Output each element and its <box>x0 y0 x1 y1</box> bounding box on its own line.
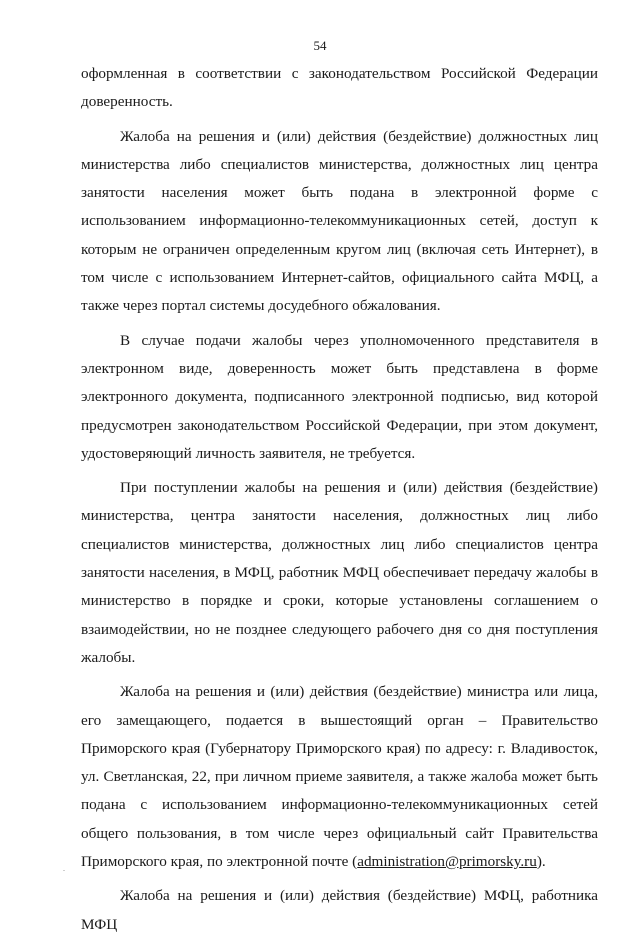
paragraph-minister-complaint <box>81 678 598 876</box>
email-link[interactable]: administration@primorsky.ru <box>357 853 537 871</box>
email-open-paren: ( <box>352 853 358 871</box>
page-number: 54 <box>313 38 327 53</box>
paragraph-mfc-transfer: При поступлении жалобы на решения и (или) действия (бездействие) министерства, центра занятости населения, должностных лиц либо специалистов министерства, должностных лиц либо специалистов центра занятости населения, в МФЦ, работник МФЦ обеспечивает передачу жалобы в министерство в порядке и сроки, которые установлены соглашением о взаимодействии, но не позднее следующего рабочего дня со дня поступления жалобы. <box>81 479 598 666</box>
paragraph-electronic-complaint: Жалоба на решения и (или) действия (бездействие) должностных лиц министерства либо специалистов министерства, должностных лиц центра занятости населения может быть подана в электронной форме с использованием информационно-телекоммуникационных сетей, доступ к которым не ограничен определенным кругом лиц (включая сеть Интернет), в том числе с использованием Интернет-сайтов, официального сайта МФЦ, а также через портал системы досудебного обжалования. <box>81 127 598 315</box>
paragraph-minister-text: Жалоба на решения и (или) действия (бездействие) министра или лица, его замещающего, подается в вышестоящий орган – Правительство Приморского края (Губернатору Приморского края) по адресу: г. Владивосток, ул. Светланская, 22, при личном приеме заявителя, а также жалоба может быть подана с использованием информационно-телекоммуникационных сетей общего пользования, в том числе через официальный сайт Правительства Приморского края, по электронной почте <box>81 683 598 871</box>
paragraph-mfc-complaint: Жалоба на решения и (или) действия (бездействие) МФЦ, работника МФЦ <box>81 887 598 933</box>
paragraph-continuation: оформленная в соответствии с законодательством Российской Федерации доверенность. <box>81 65 598 111</box>
scan-artifact <box>63 870 65 871</box>
email-close: ). <box>536 853 546 871</box>
document-body <box>81 60 598 939</box>
paragraph-representative: В случае подачи жалобы через уполномоченного представителя в электронном виде, доверенность может быть представлена в форме электронного документа, подписанного электронной подписью, вид которой предусмотрен законодательством Российской Федерации, при этом документ, удостоверяющий личность заявителя, не требуется. <box>81 331 598 462</box>
